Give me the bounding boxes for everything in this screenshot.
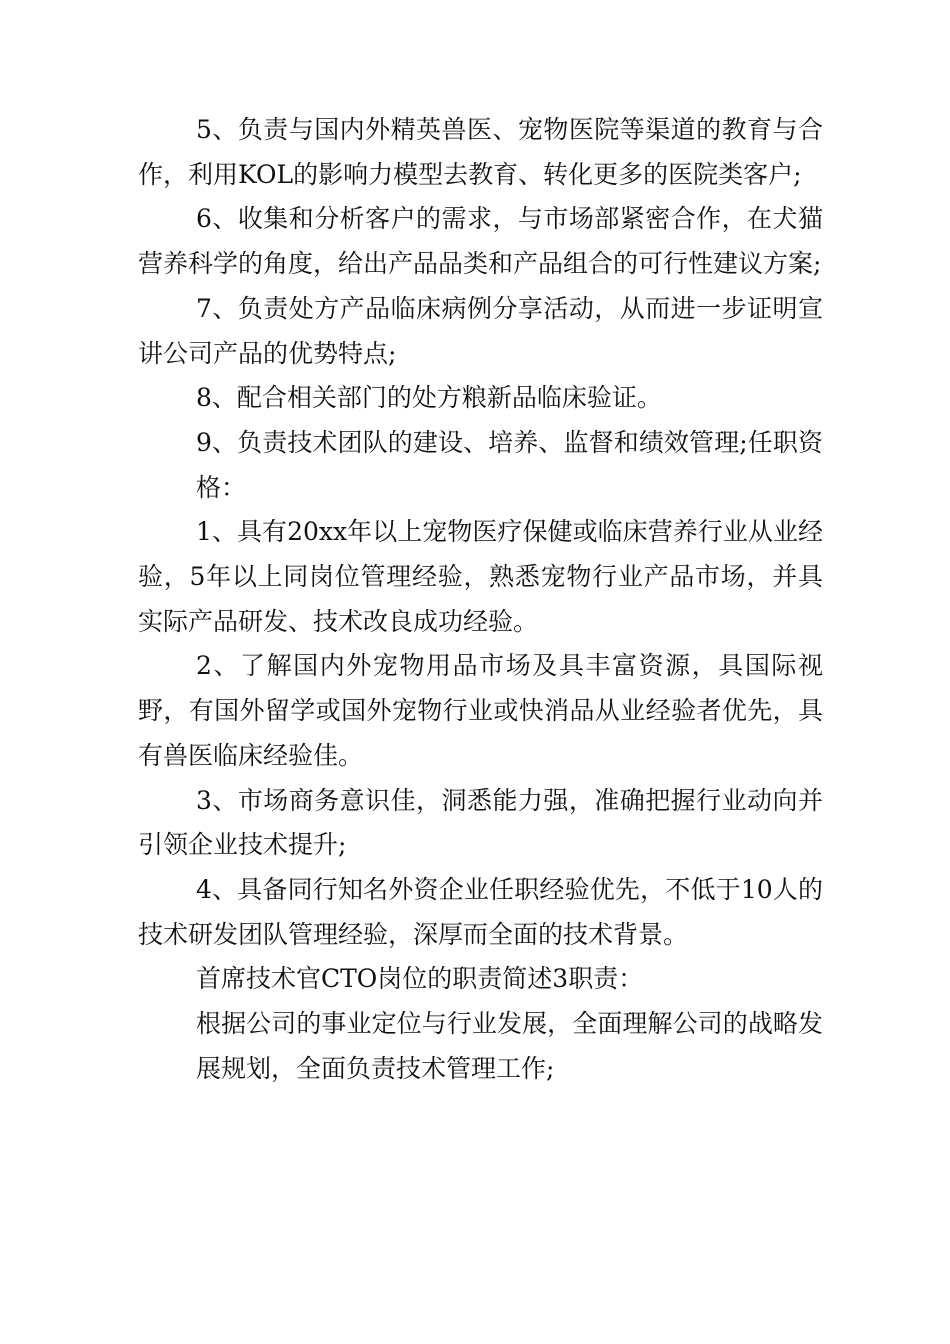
paragraph-qualification-1: 1、具有20xx年以上宠物医疗保健或临床营养行业从业经验，5年以上同岗位管理经验，熟悉宠物行业产品市场，并具实际产品研发、技术改良成功经验。 <box>138 517 823 636</box>
section-heading-cto-duties: 首席技术官CTO岗位的职责简述3职责： <box>196 964 644 994</box>
paragraph-duty-8: 8、配合相关部门的处方粮新品临床验证。 <box>196 383 662 413</box>
document-body <box>138 108 823 1091</box>
paragraph-duty-5: 5、负责与国内外精英兽医、宠物医院等渠道的教育与合作，利用KOL的影响力模型去教育、转化更多的医院类客户; <box>138 115 823 189</box>
paragraph-qualification-4: 4、具备同行知名外资企业任职经验优先，不低于10人的技术研发团队管理经验，深厚而全面的技术背景。 <box>138 874 823 949</box>
paragraph-qualification-2: 2、了解国内外宠物用品市场及具丰富资源，具国际视野，有国外留学或国外宠物行业或快消品从业经验者优先，具有兽医临床经验佳。 <box>138 651 823 770</box>
paragraph-duty-6: 6、收集和分析客户的需求，与市场部紧密合作，在犬猫营养科学的角度，给出产品品类和产品组合的可行性建议方案; <box>138 204 823 279</box>
paragraph-qualification-3: 3、市场商务意识佳，洞悉能力强，准确把握行业动向并引领企业技术提升; <box>138 785 823 860</box>
paragraph-duty-7: 7、负责处方产品临床病例分享活动，从而进一步证明宣讲公司产品的优势特点; <box>138 293 823 368</box>
paragraph-cto-duty-1: 根据公司的事业定位与行业发展，全面理解公司的战略发展规划，全面负责技术管理工作; <box>196 1009 823 1083</box>
paragraph-duty-9: 9、负责技术团队的建设、培养、监督和绩效管理;任职资格： <box>196 427 823 502</box>
